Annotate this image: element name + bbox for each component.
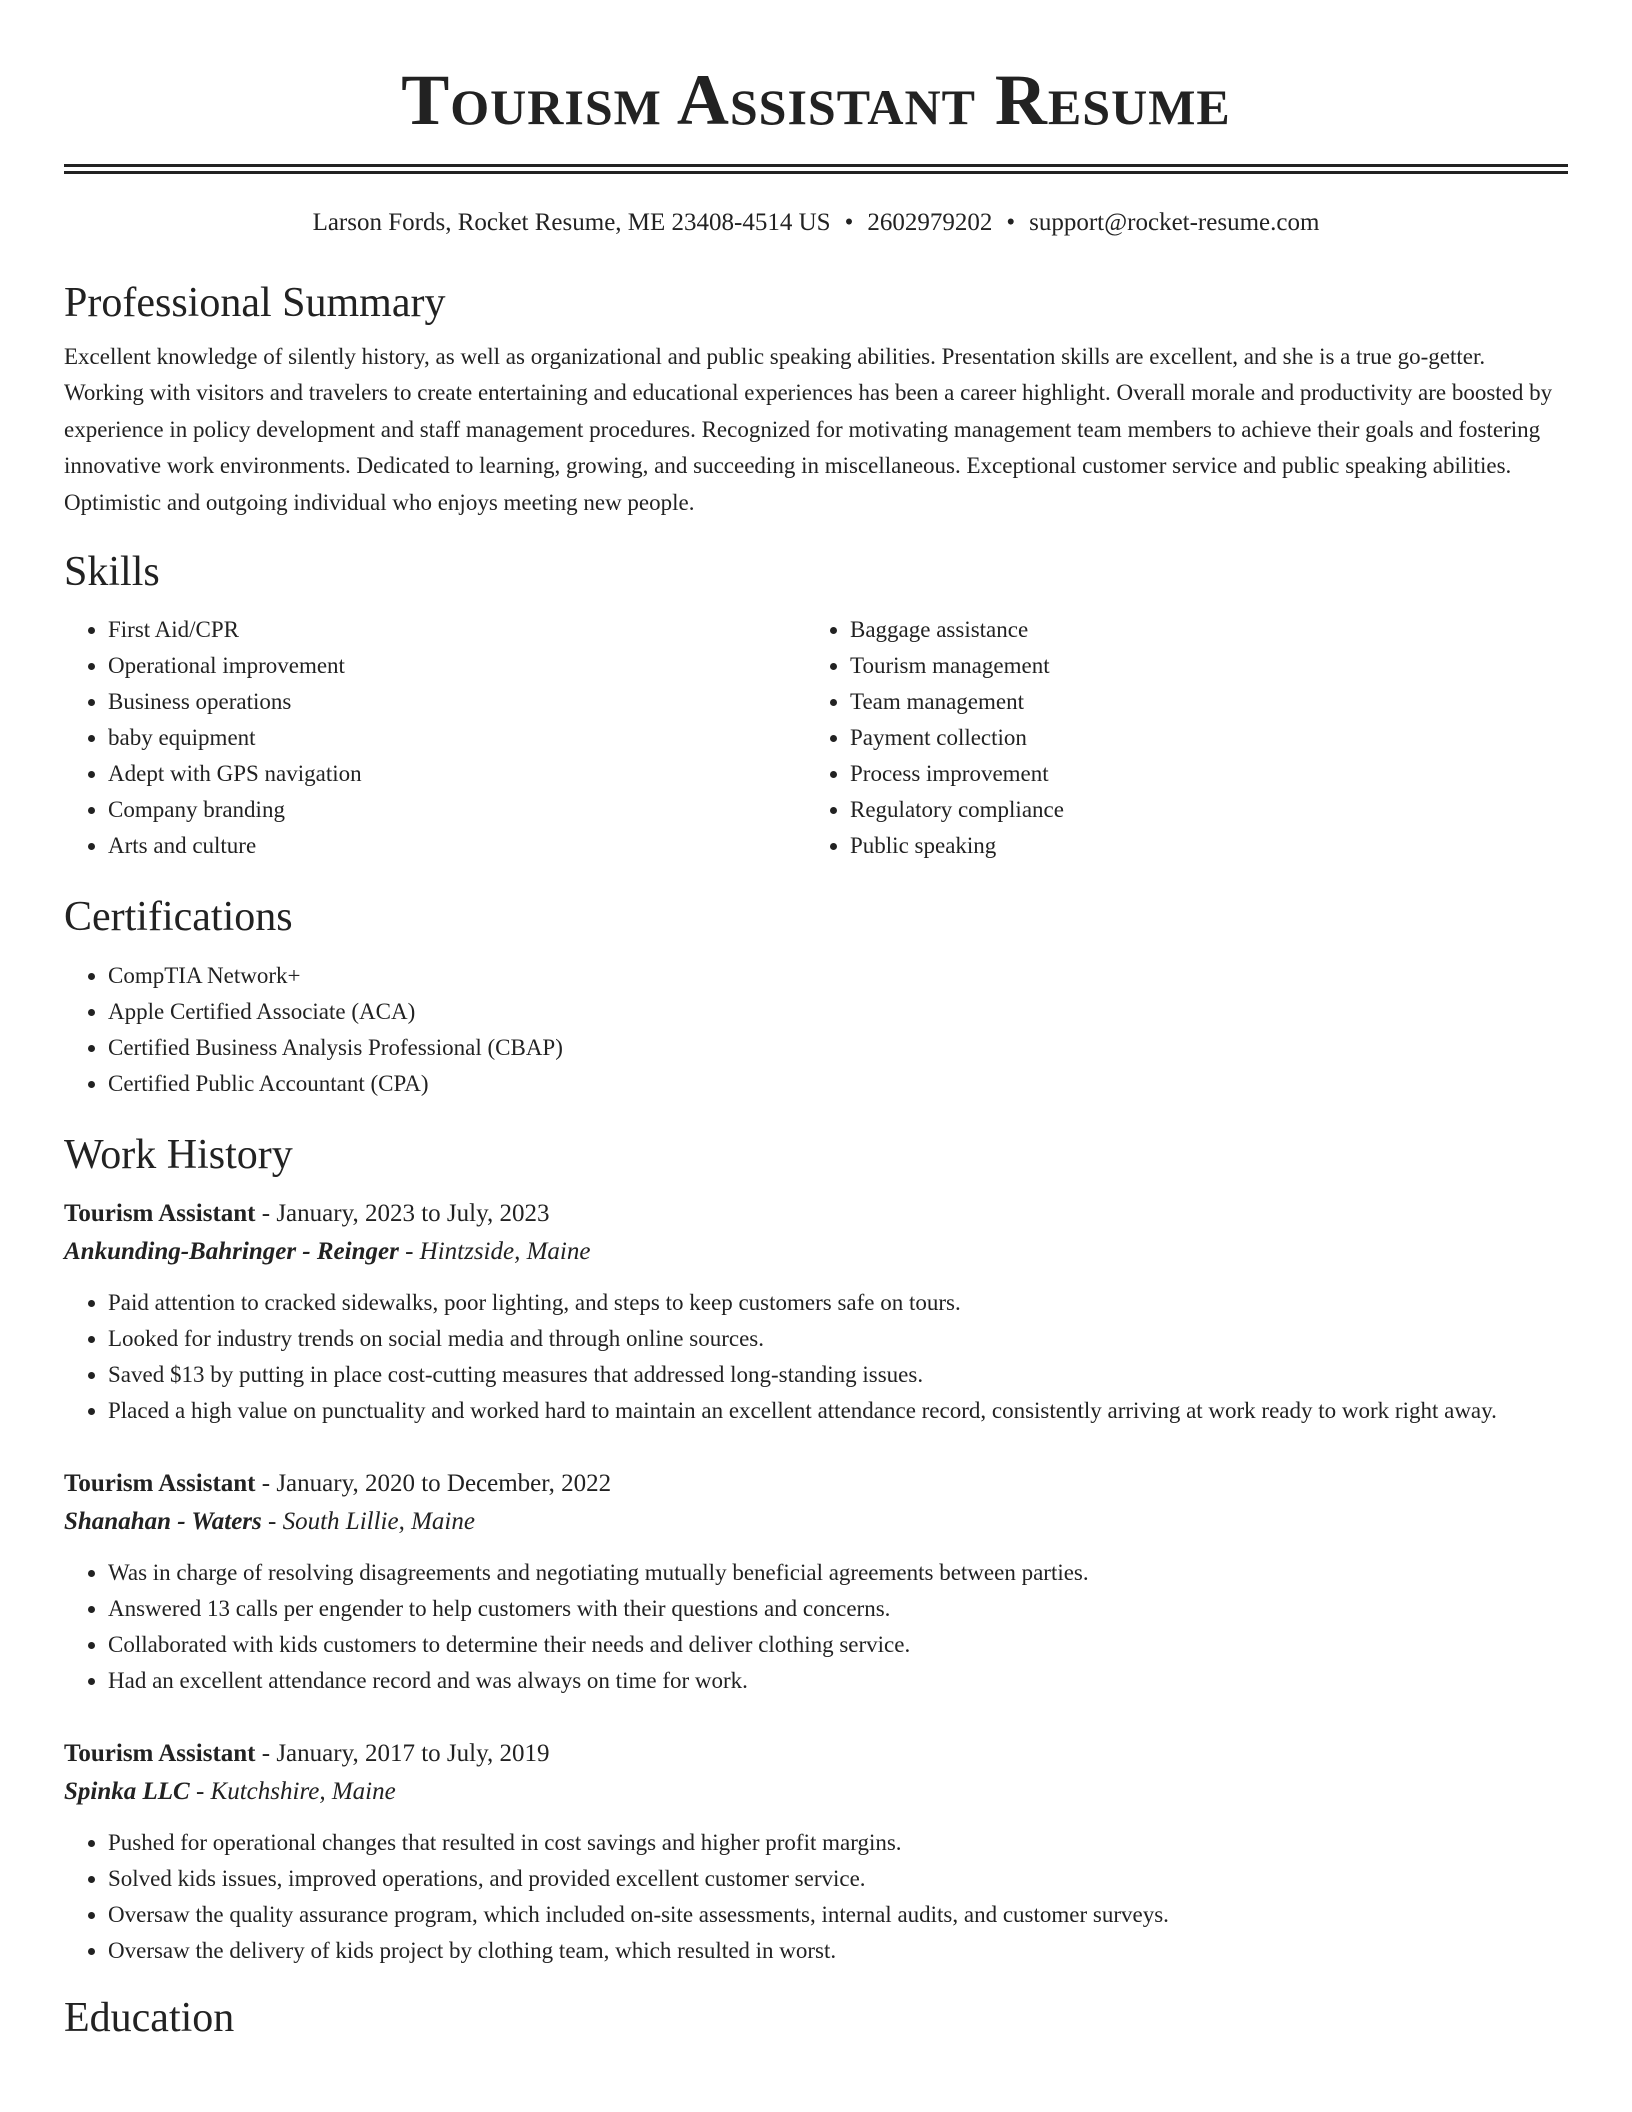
- work-history-section: [64, 1130, 1568, 1969]
- skills-heading: Skills: [64, 549, 160, 596]
- job-title-line: [64, 1195, 1568, 1233]
- job-entry: [64, 1735, 1568, 1969]
- summary-heading: Professional Summary: [64, 280, 446, 326]
- job-bullets: [64, 1825, 1568, 1969]
- education-section: [64, 1993, 1568, 2043]
- work-history-heading: Work History: [64, 1132, 293, 1179]
- title-double-rule: [64, 164, 1568, 174]
- job-bullet: • Pushed for operational changes that resulted in cost savings and higher profit margins.: [108, 1825, 1568, 1861]
- job-bullet: • Solved kids issues, improved operations, and provided excellent customer service.: [108, 1861, 1568, 1897]
- skill-item: • Adept with GPS navigation: [108, 756, 806, 792]
- job-location: - South Lillie, Maine: [261, 1508, 475, 1536]
- skill-item: • Company branding: [108, 792, 806, 828]
- job-company: Spinka LLC: [64, 1778, 190, 1806]
- skill-item: • Operational improvement: [108, 648, 806, 684]
- education-heading: Education: [64, 1995, 235, 2042]
- contact-address: Larson Fords, Rocket Resume, ME 23408-4514 US: [312, 209, 831, 236]
- contact-email: support@rocket-resume.com: [1029, 209, 1320, 236]
- summary-section: [64, 278, 1568, 521]
- job-company: Ankunding-Bahringer - Reinger: [64, 1238, 399, 1266]
- skills-column-left: [64, 612, 806, 864]
- job-title: Tourism Assistant: [64, 1200, 256, 1228]
- job-bullet: • Looked for industry trends on social media and through online sources.: [108, 1321, 1568, 1357]
- skills-list-left: [64, 612, 806, 864]
- certifications-section: [64, 892, 1568, 1102]
- skill-item: • Business operations: [108, 684, 806, 720]
- job-bullets: [64, 1555, 1568, 1699]
- job-company: Shanahan - Waters: [64, 1508, 262, 1536]
- certification-item: • CompTIA Network+: [108, 958, 1568, 994]
- skill-item: • Regulatory compliance: [850, 792, 1548, 828]
- contact-separator: •: [844, 209, 854, 236]
- job-entry: [64, 1195, 1568, 1429]
- job-company-line: [64, 1233, 1568, 1271]
- job-bullet: • Oversaw the quality assurance program, which included on-site assessments, internal audits, and customer surveys.: [108, 1897, 1568, 1933]
- skill-item: • Baggage assistance: [850, 612, 1548, 648]
- skill-item: • Payment collection: [850, 720, 1548, 756]
- certification-item: • Certified Business Analysis Professional (CBAP): [108, 1030, 1568, 1066]
- job-bullet: • Paid attention to cracked sidewalks, poor lighting, and steps to keep customers safe on tours.: [108, 1285, 1568, 1321]
- job-title: Tourism Assistant: [64, 1740, 256, 1768]
- job-dates: - January, 2017 to July, 2019: [255, 1740, 550, 1768]
- job-bullet: • Collaborated with kids customers to determine their needs and deliver clothing service.: [108, 1627, 1568, 1663]
- job-bullet: • Had an excellent attendance record and was always on time for work.: [108, 1663, 1568, 1699]
- certification-item: • Certified Public Accountant (CPA): [108, 1066, 1568, 1102]
- contact-phone: 2602979202: [867, 209, 993, 236]
- skills-section: [64, 547, 1568, 864]
- page-title: Tourism Assistant Resume: [401, 60, 1231, 140]
- job-dates: - January, 2020 to December, 2022: [255, 1470, 612, 1498]
- certifications-list: [64, 958, 1568, 1102]
- job-entry: [64, 1465, 1568, 1699]
- skill-item: • baby equipment: [108, 720, 806, 756]
- skill-item: • Public speaking: [850, 828, 1548, 864]
- skill-item: • Tourism management: [850, 648, 1548, 684]
- job-bullets: [64, 1285, 1568, 1429]
- contact-separator: •: [1006, 209, 1016, 236]
- resume-page: [64, 0, 1568, 2043]
- job-location: - Kutchshire, Maine: [189, 1778, 396, 1806]
- skill-item: • Team management: [850, 684, 1548, 720]
- job-bullet: • Saved $13 by putting in place cost-cutting measures that addressed long-standing issues.: [108, 1357, 1568, 1393]
- skill-item: • Arts and culture: [108, 828, 806, 864]
- skill-item: • First Aid/CPR: [108, 612, 806, 648]
- job-title: Tourism Assistant: [64, 1470, 256, 1498]
- skills-columns: [64, 612, 1568, 864]
- job-location: - Hintzside, Maine: [398, 1238, 591, 1266]
- job-title-line: [64, 1465, 1568, 1503]
- job-bullet: • Was in charge of resolving disagreements and negotiating mutually beneficial agreements between parties.: [108, 1555, 1568, 1591]
- job-bullet: • Placed a high value on punctuality and worked hard to maintain an excellent attendance record, consistently arriving at work ready to work right away.: [108, 1393, 1568, 1429]
- job-company-line: [64, 1503, 1568, 1541]
- certifications-heading: Certifications: [64, 894, 293, 941]
- job-bullet: • Answered 13 calls per engender to help customers with their questions and concerns.: [108, 1591, 1568, 1627]
- certification-item: • Apple Certified Associate (ACA): [108, 994, 1568, 1030]
- contact-line: [64, 208, 1568, 238]
- skill-item: • Process improvement: [850, 756, 1548, 792]
- skills-list-right: [806, 612, 1548, 864]
- job-title-line: [64, 1735, 1568, 1773]
- job-bullet: • Oversaw the delivery of kids project by clothing team, which resulted in worst.: [108, 1933, 1568, 1969]
- job-dates: - January, 2023 to July, 2023: [255, 1200, 550, 1228]
- skills-column-right: [806, 612, 1548, 864]
- job-company-line: [64, 1773, 1568, 1811]
- summary-text: Excellent knowledge of silently history, as well as organizational and public speaking abilities. Presentation skills are excellent, and she is a true go-getter. Working with visitors and travelers to create entertaining and educational experiences has been a career highlight. Overall morale and productivity are boosted by experience in policy development and staff management procedures. Recognized for motivating management team members to achieve their goals and fostering innovative work environments. Dedicated to learning, growing, and succeeding in miscellaneous. Exceptional customer service and public speaking abilities. Optimistic and outgoing individual who enjoys meeting new people.: [64, 344, 1553, 515]
